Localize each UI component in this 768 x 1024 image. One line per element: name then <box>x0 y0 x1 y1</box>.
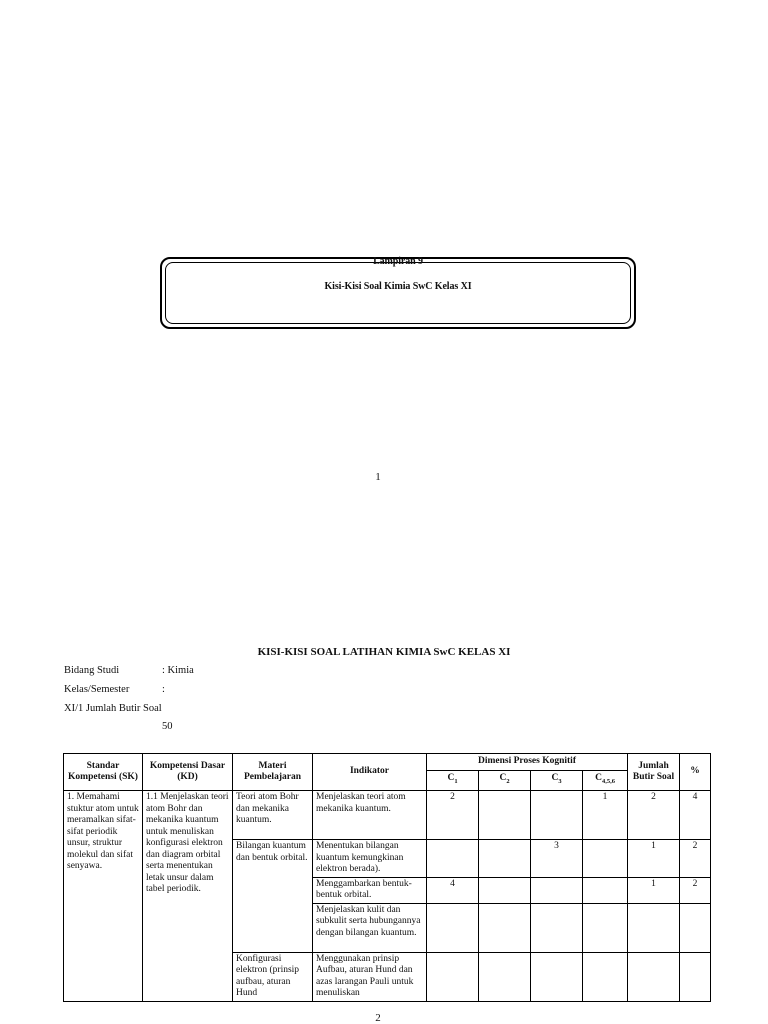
cover-title-box-inner-border <box>165 262 631 324</box>
cell-c2 <box>479 791 531 840</box>
cell-jumlah <box>628 952 680 1001</box>
cell-standar-kompetensi: 1. Memahami stuktur atom untuk meramalkan sifat-sifat periodik unsur, struktur molekul dan sifat senyawa. <box>64 791 143 1002</box>
cell-c1: 4 <box>427 877 479 903</box>
cell-c1: 2 <box>427 791 479 840</box>
cell-persen: 4 <box>680 791 711 840</box>
cell-jumlah: 1 <box>628 840 680 878</box>
header-c456: $C_{4,5,6}$ <box>583 771 628 791</box>
meta-value: : Kimia <box>162 665 194 676</box>
meta-jumlah-value: 50 <box>162 721 173 732</box>
cell-c1 <box>427 840 479 878</box>
cell-indikator: Menentukan bilangan kuantum kemungkinan elektron berada). <box>313 840 427 878</box>
cell-jumlah <box>628 903 680 952</box>
cover-document-title: Kisi-Kisi Soal Kimia SwC Kelas XI <box>324 281 472 292</box>
header-kompetensi-dasar: Kompetensi Dasar (KD) <box>143 754 233 791</box>
cell-materi: Konfigurasi elektron (prinsip aufbau, aturan Hund <box>233 952 313 1001</box>
cover-title-box <box>160 257 636 329</box>
header-c3: $C_3$ <box>531 771 583 791</box>
header-jumlah-butir-soal: Jumlah Butir Soal <box>628 754 680 791</box>
header-materi-pembelajaran: Materi Pembelajaran <box>233 754 313 791</box>
header-c2: $C_2$ <box>479 771 531 791</box>
cell-indikator: Menjelaskan kulit dan subkulit serta hubungannya dengan bilangan kuantum. <box>313 903 427 952</box>
header-dimensi-proses-kognitif: Dimensi Proses Kognitif <box>427 754 628 771</box>
meta-row-jumlah-butir <box>64 703 162 714</box>
cell-persen <box>680 903 711 952</box>
cell-jumlah: 2 <box>628 791 680 840</box>
cell-c2 <box>479 952 531 1001</box>
cell-jumlah: 1 <box>628 877 680 903</box>
cell-persen: 2 <box>680 840 711 878</box>
cell-c456: 1 <box>583 791 628 840</box>
meta-value: : <box>162 684 165 695</box>
cell-persen: 2 <box>680 877 711 903</box>
header-indikator: Indikator <box>313 754 427 791</box>
cell-indikator: Menjelaskan teori atom mekanika kuantum. <box>313 791 427 840</box>
cell-indikator: Menggunakan prinsip Aufbau, aturan Hund dan azas larangan Pauli untuk menuliskan <box>313 952 427 1001</box>
cell-c3 <box>531 877 583 903</box>
page-number-1: 1 <box>375 471 381 483</box>
cover-appendix-label: Lampiran 9 <box>373 256 423 267</box>
cell-c2 <box>479 903 531 952</box>
document-title: KISI-KISI SOAL LATIHAN KIMIA SwC KELAS XI <box>257 646 511 658</box>
cell-c1 <box>427 952 479 1001</box>
meta-label: XI/1 Jumlah Butir Soal <box>64 703 162 714</box>
table-header-row-1 <box>64 754 711 771</box>
cell-kompetensi-dasar: 1.1 Menjelaskan teori atom Bohr dan mekanika kuantum untuk menuliskan konfigurasi elektron dan diagram orbital serta menentukan letak unsur dalam tabel periodik. <box>143 791 233 1002</box>
cell-indikator: Menggambarkan bentuk-bentuk orbital. <box>313 877 427 903</box>
meta-row-kelas-semester <box>64 684 165 695</box>
cell-c2 <box>479 840 531 878</box>
cell-c1 <box>427 903 479 952</box>
cell-c3 <box>531 903 583 952</box>
table-row <box>64 791 711 840</box>
cell-c456 <box>583 840 628 878</box>
cell-c456 <box>583 877 628 903</box>
cell-c456 <box>583 952 628 1001</box>
cell-materi: Bilangan kuantum dan bentuk orbital. <box>233 840 313 953</box>
meta-label: Bidang Studi <box>64 665 120 676</box>
header-persen: % <box>680 754 711 791</box>
cell-persen <box>680 952 711 1001</box>
meta-row-bidang-studi <box>64 665 194 676</box>
cell-c3 <box>531 791 583 840</box>
page-number-2: 2 <box>375 1012 381 1024</box>
kisi-kisi-table <box>63 753 711 1002</box>
cell-c456 <box>583 903 628 952</box>
header-standar-kompetensi: Standar Kompetensi (SK) <box>64 754 143 791</box>
cell-c3: 3 <box>531 840 583 878</box>
header-c1: $C_1$ <box>427 771 479 791</box>
cell-c2 <box>479 877 531 903</box>
cell-c3 <box>531 952 583 1001</box>
meta-label: Kelas/Semester <box>64 684 130 695</box>
cell-materi: Teori atom Bohr dan mekanika kuantum. <box>233 791 313 840</box>
